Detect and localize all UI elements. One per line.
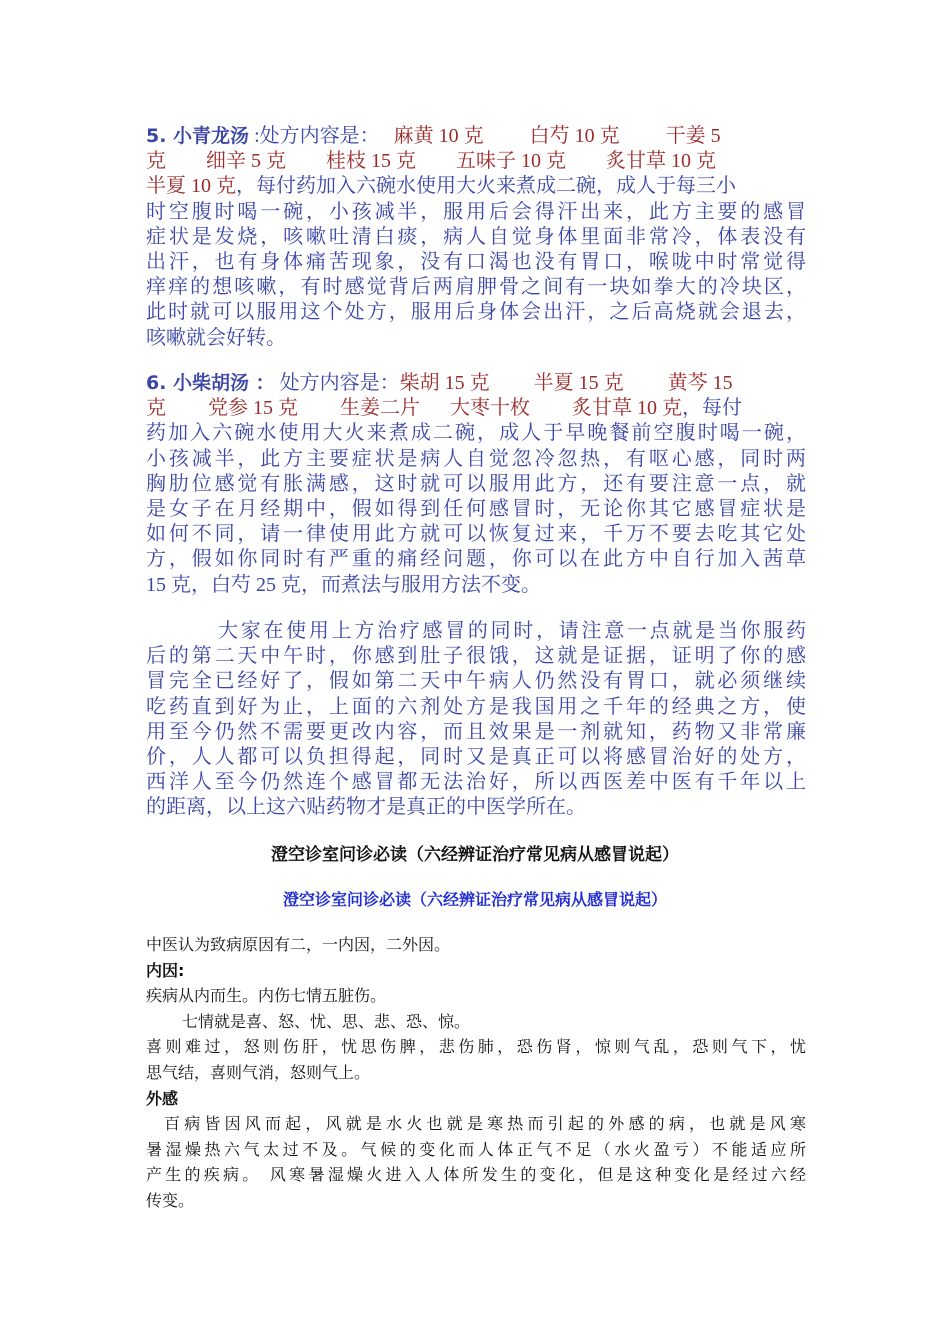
etiology-line: 喜则难过，怒则伤肝，忧思伤脾，悲伤肺，恐伤肾，惊则气乱，恐则气下，忧 [146,1037,806,1057]
summary-line: 价，人人都可以负担得起，同时又是真正可以将感冒治好的处方， [146,745,806,768]
herb: 白芍 10 克 [529,125,620,147]
section-5-line-3 [146,174,806,199]
section-6-text-line: 15 克，白芍 25 克，而煮法与服用方法不变。 [146,573,541,596]
section-6-text-line: 小孩减半，此方主要症状是病人自觉忽冷忽热，有呕心感，同时两 [146,447,806,470]
summary-paragraph [146,619,806,821]
herb: 党参 15 克 [208,397,298,420]
section-6-text-line: 胸肋位感觉有胀满感，这时就可以服用此方，还有要注意一点，就 [146,472,806,495]
etiology-line: 七情就是喜、怒、忧、思、悲、恐、惊。 [182,1011,471,1031]
section-5-line-1 [146,124,806,149]
etiology-line: 产生的疾病。 风寒暑湿燥火进入人体所发生的变化，但是这种变化是经过六经 [146,1165,806,1185]
herb: 生姜二片 [340,397,420,420]
etiology-line: 传变。 [146,1190,195,1210]
section-6-text-line: 是女子在月经期中，假如得到任何感冒时，无论你其它感冒症状是 [146,497,806,520]
etiology-line: 百病皆因风而起，风就是水火也就是寒热而引起的外感的病，也就是风寒 [164,1114,806,1134]
summary-line: 后的第二天中午时，你感到肚子很饿，这就是证据，证明了你的感 [146,645,806,668]
etiology-text [146,932,806,1214]
herb: 麻黄 10 克 [393,125,484,147]
section-5-text-line: 症状是发烧，咳嗽吐清白痰，病人自觉身体里面非常冷，体表没有 [146,225,806,248]
herb: 细辛 5 克 [206,150,286,173]
herb: 炙甘草 10 克 [606,150,716,173]
herb: 柴胡 15 克 [399,372,490,394]
herb: 五味子 10 克 [456,150,566,173]
herb: 黄芩 15 [667,372,733,394]
section-6-line-2-tail: ，每付 [682,397,742,420]
herb: 半夏 10 克 [146,175,236,198]
summary-line: 大家在使用上方治疗感冒的同时，请注意一点就是当你服药 [218,620,806,642]
section-5-text-line: 时空腹时喝一碗，小孩减半，服用后会得汗出来，此方主要的感冒 [146,200,806,223]
summary-line: 的距离，以上这六贴药物才是真正的中医学所在。 [146,796,586,819]
waigan-label: 外感 [146,1088,179,1108]
section-6-text-line: 药加入六碗水使用大火来煮成二碗，成人于早晚餐前空腹时喝一碗， [146,422,806,445]
section-6-text-line: 如何不同，请一律使用此方就可以恢复过来，千万不要去吃其它处 [146,523,806,546]
section-5-text-line: 咳嗽就会好转。 [146,326,286,349]
section-5-text-line: 此时就可以服用这个处方，服用后身体会出汗，之后高烧就会退去， [146,301,806,324]
summary-line: 吃药直到好为止，上面的六剂处方是我国用之千年的经典之方，使 [146,695,806,718]
herb: 干姜 5 [665,125,721,147]
section-6-xiaochaihu [146,371,806,598]
section-5-text-line: 出汗，也有身体痛苦现象，没有口渴也没有胃口，喉咙中时常觉得 [146,250,806,273]
section-heading: 澄空诊室问诊必读（六经辨证治疗常见病从感冒说起） [271,845,679,865]
etiology-line: 中医认为致病原因有二，一内因，二外因。 [146,935,451,954]
herb: 桂枝 15 克 [326,150,416,173]
herb: 克 [146,150,166,173]
neiyin-label: 内因: [146,960,185,980]
section-6-line-2 [146,396,806,421]
section-5-title: 5. 小青龙汤 [146,125,250,147]
summary-line: 西洋人至今仍然连个感冒都无法治好，所以西医差中医有千年以上 [146,771,806,794]
section-heading-blue: 澄空诊室问诊必读（六经辨证治疗常见病从感冒说起） [282,890,667,909]
section-6-line-1 [146,371,806,396]
etiology-line: 暑湿燥热六气太过不及。气候的变化而人体正气不足（水火盈亏）不能适应所 [146,1139,806,1159]
section-5-xiaoqinglong [146,124,806,351]
section-5-line-3-text: ，每付药加入六碗水使用大火来煮成二碗，成人于每三小 [236,175,736,198]
summary-line: 冒完全已经好了，假如第二天中午病人仍然没有胃口，就必须继续 [146,670,806,693]
herb: 半夏 15 克 [533,372,624,394]
herb: 克 [146,397,166,420]
section-5-line-2 [146,149,806,174]
summary-line: 用至今仍然不需要更改内容，而且效果是一剂就知，药物又非常廉 [146,720,806,743]
section-6-intro: 处方内容是： [274,372,400,394]
section-5-text-line: 痒痒的想咳嗽，有时感觉背后两肩胛骨之间有一块如拳大的冷块区， [146,276,806,299]
etiology-line: 疾病从内而生。内伤七情五脏伤。 [146,986,387,1006]
etiology-line: 思气结，喜则气消，怒则气上。 [146,1062,371,1082]
herb: 炙甘草 10 克 [572,397,682,420]
section-5-intro: :处方内容是： [249,125,380,147]
section-6-text-line: 方，假如你同时有严重的痛经问题，你可以在此方中自行加入茜草 [146,548,806,571]
section-6-title: 6. 小柴胡汤 ： [146,372,275,394]
herb: 大枣十枚 [450,397,530,420]
